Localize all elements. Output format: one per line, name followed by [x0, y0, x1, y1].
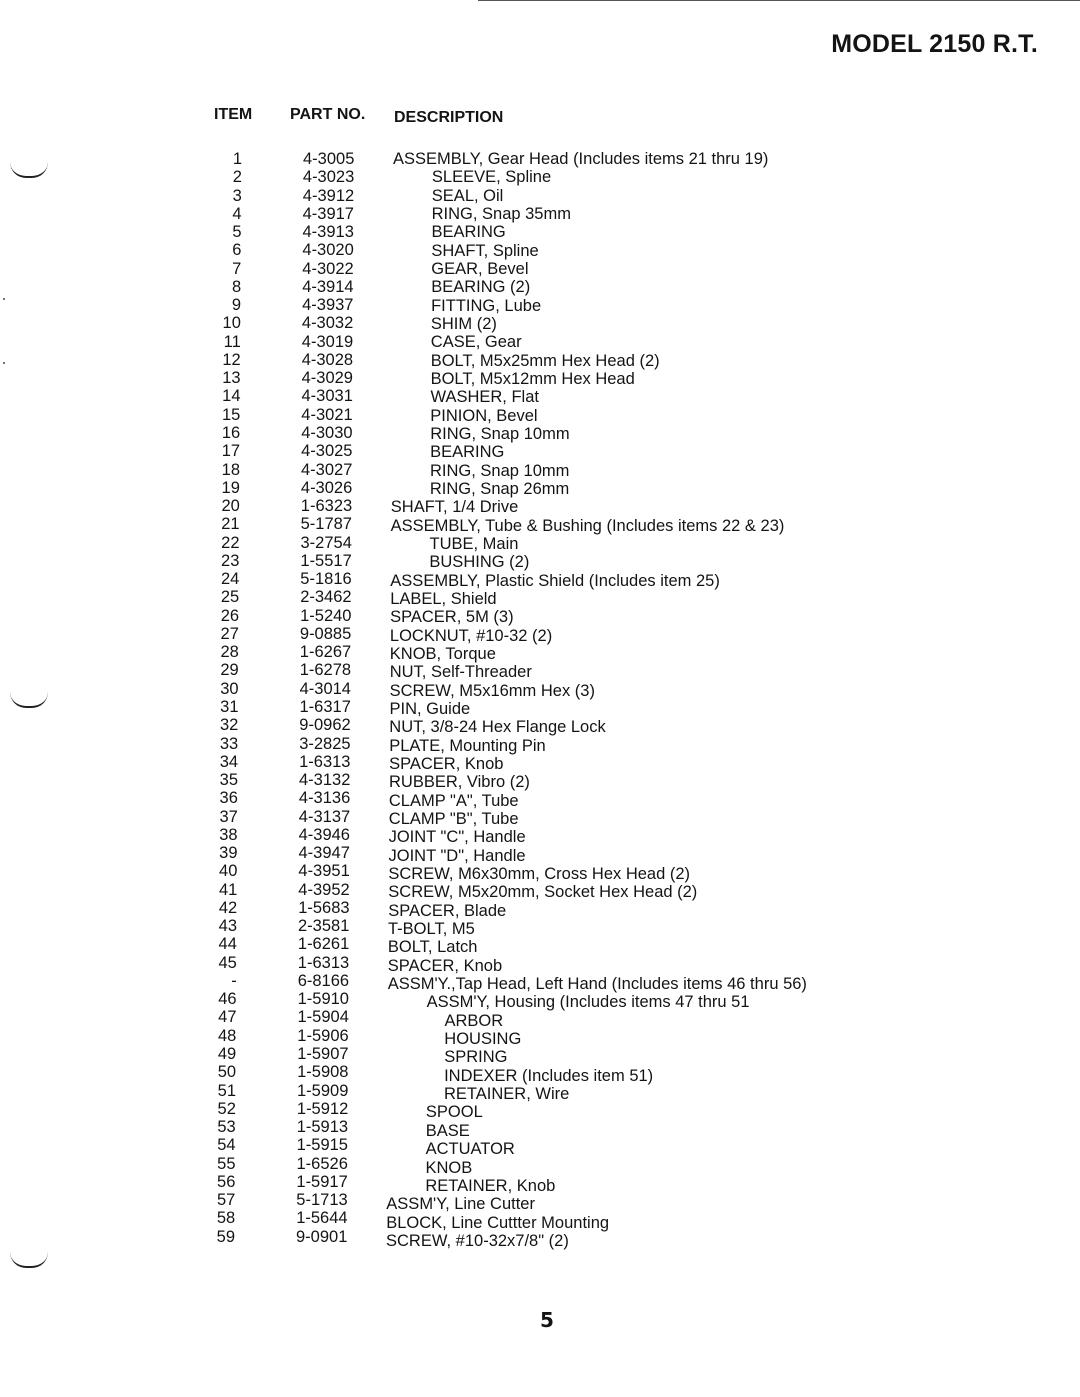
item-number: 41 [218, 880, 238, 899]
part-description: RING, Snap 10mm [430, 425, 570, 444]
part-description: SEAL, Oil [431, 186, 504, 205]
part-description: KNOB, Torque [389, 645, 496, 664]
part-description: NUT, 3/8-24 Hex Flange Lock [389, 718, 606, 737]
item-number: 50 [217, 1063, 237, 1082]
part-description: ASSM'Y, Housing (Includes items 47 thru 51 [426, 993, 750, 1012]
item-number: 24 [220, 570, 240, 589]
part-number: 4-3912 [302, 186, 355, 205]
part-description: INDEXER (Includes item 51) [444, 1066, 654, 1085]
part-number: 4-3005 [303, 150, 355, 168]
item-number: 11 [223, 332, 241, 351]
item-number: 20 [221, 497, 240, 516]
table-row [0, 825, 1080, 847]
part-description: BEARING [431, 223, 506, 242]
item-number: 33 [219, 734, 239, 753]
part-description: SPACER, Blade [388, 901, 507, 920]
item-number: 51 [217, 1081, 236, 1100]
item-number: 13 [222, 369, 241, 388]
part-description: BASE [425, 1121, 470, 1140]
item-number: 40 [219, 862, 238, 881]
item-number: 12 [222, 350, 241, 369]
item-number: 49 [217, 1045, 237, 1064]
part-description: CLAMP "A", Tube [388, 791, 519, 810]
table-row [0, 697, 1080, 719]
page-number: 5 [540, 1308, 554, 1332]
table-row [0, 479, 1080, 497]
part-number: 1-6313 [299, 752, 351, 771]
part-number: 1-5517 [300, 551, 352, 570]
item-number: 26 [220, 606, 240, 625]
item-number: 37 [219, 807, 238, 826]
scan-speck [3, 362, 5, 364]
part-number: 4-3952 [298, 880, 350, 899]
table-row [0, 898, 1080, 920]
table-row [0, 661, 1080, 682]
table-row [0, 990, 1080, 1012]
part-description: RUBBER, Vibro (2) [389, 773, 530, 792]
part-description: RETAINER, Wire [444, 1085, 570, 1104]
table-row [0, 917, 1080, 939]
top-rule [478, 0, 1080, 1]
table-row [0, 150, 1080, 168]
part-number: 4-3029 [301, 369, 353, 388]
part-number: 4-3020 [302, 241, 354, 260]
part-number: 4-3023 [302, 168, 355, 187]
table-row [0, 1063, 1080, 1085]
table-row [0, 935, 1080, 957]
table-row [0, 1081, 1080, 1104]
part-number: 4-3937 [302, 296, 354, 315]
table-row [0, 1227, 1080, 1250]
item-number: 34 [219, 752, 239, 771]
table-row [0, 588, 1080, 609]
part-description: GEAR, Bevel [431, 259, 529, 278]
item-number: 14 [222, 387, 241, 406]
description-column-header: DESCRIPTION [394, 109, 504, 126]
part-number: 1-6267 [299, 643, 352, 662]
part-description: PIN, Guide [389, 700, 471, 719]
table-row [0, 314, 1080, 332]
part-description: BUSHING (2) [429, 553, 530, 572]
part-number: 4-3913 [302, 223, 354, 242]
part-description: BLOCK, Line Cuttter Mounting [386, 1213, 610, 1232]
item-number: 56 [217, 1172, 236, 1191]
item-number: 55 [217, 1154, 236, 1173]
part-description: NUT, Self-Threader [389, 663, 532, 682]
item-number: 46 [218, 990, 237, 1009]
part-number: 4-3019 [301, 332, 354, 351]
part-number: 4-3014 [299, 679, 351, 698]
table-row [0, 1026, 1080, 1049]
item-number: 23 [221, 551, 240, 570]
part-description: PLATE, Mounting Pin [389, 736, 546, 755]
part-number: 4-3032 [301, 314, 354, 333]
part-description: ARBOR [444, 1011, 504, 1030]
part-description: WASHER, Flat [430, 388, 539, 407]
part-number: 1-6317 [299, 697, 351, 716]
table-row [0, 1136, 1080, 1159]
item-number: 19 [221, 478, 240, 497]
item-number: 44 [218, 935, 237, 954]
part-number: 6-8166 [297, 971, 350, 990]
table-row [0, 844, 1080, 865]
item-number: 52 [217, 1099, 236, 1118]
part-number: 4-3028 [301, 350, 354, 369]
table-row [0, 497, 1080, 515]
item-number: 15 [221, 405, 241, 424]
part-description: SPACER, 5M (3) [390, 608, 514, 627]
part-description: RING, Snap 26mm [429, 480, 570, 499]
table-row [0, 971, 1080, 994]
part-number: 9-0885 [299, 624, 352, 643]
table-row [0, 1172, 1080, 1195]
part-description: ASSM'Y, Line Cutter [386, 1195, 535, 1214]
part-number: 4-3031 [301, 387, 353, 406]
item-number: 57 [216, 1191, 236, 1210]
item-number: 45 [218, 953, 237, 972]
part-number: 1-5904 [297, 1008, 349, 1027]
item-number: - [231, 971, 237, 990]
table-row [0, 789, 1080, 810]
model-title: MODEL 2150 R.T. [831, 30, 1038, 58]
item-number: 6 [232, 241, 242, 260]
part-number: 4-3946 [298, 825, 350, 844]
item-number: 10 [222, 314, 241, 333]
scan-speck [3, 298, 5, 300]
table-row [0, 333, 1080, 351]
part-number: 1-5683 [298, 898, 350, 917]
part-number: 4-3136 [298, 789, 351, 808]
table-row [0, 260, 1080, 278]
table-row [0, 205, 1080, 223]
part-number: 3-2754 [300, 533, 352, 552]
part-description: CLAMP "B", Tube [388, 810, 519, 829]
part-description: ACTUATOR [425, 1140, 515, 1159]
item-number: 27 [220, 624, 239, 643]
part-number: 1-6526 [296, 1154, 348, 1173]
item-number: 22 [221, 533, 240, 552]
part-description: RING, Snap 10mm [430, 461, 570, 480]
table-row [0, 570, 1080, 588]
table-row [0, 387, 1080, 405]
part-description: TUBE, Main [429, 535, 519, 554]
part-description: SCREW, M6x30mm, Cross Hex Head (2) [388, 865, 691, 884]
part-number: 1-5908 [297, 1063, 349, 1082]
part-number: 4-3027 [301, 460, 353, 479]
table-row [0, 643, 1080, 664]
part-description: SCREW, #10-32x7/8" (2) [386, 1231, 569, 1250]
part-description: PINION, Bevel [430, 406, 538, 425]
item-number: 42 [218, 898, 238, 917]
part-description: T-BOLT, M5 [388, 920, 475, 939]
part-description: ASSEMBLY, Gear Head (Includes items 21 thru 19) [393, 150, 769, 168]
item-number: 17 [221, 442, 241, 461]
part-number: 1-6323 [300, 497, 353, 516]
table-row [0, 552, 1080, 570]
table-row [0, 461, 1080, 479]
item-number: 18 [221, 460, 240, 479]
table-row [0, 1045, 1080, 1067]
item-number: 48 [217, 1026, 237, 1045]
table-row [0, 296, 1080, 314]
item-number: 7 [232, 259, 242, 278]
item-number: 43 [218, 917, 237, 936]
part-number: 5-1713 [296, 1191, 348, 1210]
table-row [0, 369, 1080, 387]
part-description: SLEEVE, Spline [431, 168, 552, 187]
part-description: HOUSING [444, 1030, 522, 1049]
table-row [0, 1191, 1080, 1214]
table-row [0, 625, 1080, 643]
part-number: 1-5912 [296, 1099, 349, 1118]
part-description: BEARING [430, 443, 505, 462]
part-number: 4-3137 [298, 807, 351, 826]
part-number: 1-6261 [297, 935, 350, 954]
part-description: SHAFT, Spline [431, 241, 539, 260]
item-column-header: ITEM [214, 106, 253, 123]
punch-hole-mark-bottom [10, 1252, 48, 1268]
part-description: ASSEMBLY, Tube & Bushing (Includes items 22 & 23) [390, 516, 785, 535]
item-number: 58 [216, 1209, 236, 1228]
part-description: SHAFT, 1/4 Drive [390, 498, 519, 517]
part-description: SPACER, Knob [389, 755, 504, 774]
table-row [0, 880, 1080, 902]
part-no-column-header: PART NO. [290, 106, 366, 123]
part-number: 1-5917 [296, 1172, 348, 1191]
table-row [0, 515, 1080, 533]
part-description: SCREW, M5x16mm Hex (3) [389, 681, 595, 700]
table-row [0, 168, 1080, 186]
part-number: 1-5915 [296, 1136, 348, 1155]
item-number: 47 [218, 1008, 237, 1027]
table-row [0, 735, 1080, 753]
part-number: 4-3022 [302, 259, 354, 278]
part-number: 4-3947 [298, 844, 350, 863]
part-number: 4-3951 [298, 862, 350, 881]
part-number: 4-3025 [301, 442, 353, 461]
table-row [0, 807, 1080, 829]
part-number: 1-5240 [300, 606, 352, 625]
part-description: BOLT, M5x25mm Hex Head (2) [430, 351, 660, 370]
table-row [0, 424, 1080, 442]
item-number: 21 [221, 515, 240, 534]
item-number: 53 [217, 1118, 236, 1137]
table-row [0, 1154, 1080, 1177]
item-number: 28 [220, 643, 239, 662]
part-number: 1-5909 [297, 1081, 349, 1100]
table-row [0, 953, 1080, 975]
item-number: 25 [220, 588, 240, 607]
item-number: 1 [232, 150, 242, 168]
part-number: 5-1816 [300, 570, 352, 589]
table-row [0, 534, 1080, 552]
part-description: RING, Snap 35mm [431, 204, 571, 223]
table-row [0, 752, 1080, 774]
part-number: 4-3917 [302, 204, 354, 223]
part-number: 2-3462 [300, 588, 352, 607]
part-description: CASE, Gear [430, 333, 522, 352]
item-number: 35 [219, 771, 238, 790]
part-number: 4-3914 [302, 277, 354, 296]
part-description: RETAINER, Knob [425, 1176, 556, 1195]
part-number: 4-3021 [301, 405, 353, 424]
table-row [0, 607, 1080, 625]
table-row [0, 187, 1080, 205]
part-number: 1-5644 [296, 1209, 348, 1228]
table-row [0, 278, 1080, 296]
column-headers [210, 106, 910, 130]
part-number: 1-5907 [297, 1045, 349, 1064]
table-row [0, 1209, 1080, 1232]
parts-list [0, 150, 1080, 1250]
item-number: 2 [232, 168, 242, 187]
item-number: 39 [219, 844, 238, 863]
part-number: 5-1787 [300, 515, 352, 534]
part-number: 1-5913 [296, 1118, 349, 1137]
part-number: 4-3026 [300, 478, 353, 497]
part-description: FITTING, Lube [431, 296, 542, 315]
item-number: 38 [219, 825, 238, 844]
item-number: 3 [232, 186, 242, 205]
part-number: 1-6278 [299, 661, 352, 680]
part-description: JOINT "D", Handle [388, 846, 526, 865]
part-description: ASSM'Y.,Tap Head, Left Hand (Includes items 46 thru 56) [387, 975, 807, 994]
item-number: 36 [219, 789, 238, 808]
item-number: 30 [220, 679, 239, 698]
part-description: BOLT, M5x12mm Hex Head [430, 369, 635, 388]
part-description: SCREW, M5x20mm, Socket Hex Head (2) [388, 883, 698, 902]
table-row [0, 223, 1080, 241]
table-row [0, 862, 1080, 884]
part-number: 9-0901 [296, 1227, 348, 1246]
table-row [0, 1118, 1080, 1140]
table-row [0, 351, 1080, 369]
table-row [0, 442, 1080, 460]
item-number: 32 [219, 716, 239, 735]
part-description: SHIM (2) [430, 314, 497, 333]
part-number: 1-5906 [297, 1026, 349, 1045]
item-number: 29 [220, 661, 239, 680]
item-number: 59 [216, 1227, 235, 1246]
part-number: 4-3132 [299, 771, 351, 790]
part-description: LABEL, Shield [390, 590, 497, 609]
part-number: 4-3030 [301, 423, 353, 442]
part-description: SPOOL [425, 1103, 483, 1122]
part-description: BOLT, Latch [387, 938, 478, 957]
table-row [0, 771, 1080, 792]
part-description: ASSEMBLY, Plastic Shield (Includes item 25) [390, 571, 720, 590]
part-description: SPRING [444, 1048, 508, 1067]
item-number: 31 [220, 697, 239, 716]
table-row [0, 1099, 1080, 1122]
item-number: 8 [232, 277, 242, 296]
part-number: 2-3581 [298, 917, 350, 936]
item-number: 9 [231, 296, 242, 315]
part-description: LOCKNUT, #10-32 (2) [389, 626, 553, 645]
part-description: JOINT "C", Handle [388, 828, 526, 847]
item-number: 4 [232, 204, 242, 223]
table-row [0, 241, 1080, 259]
table-row [0, 716, 1080, 737]
table-row [0, 680, 1080, 698]
part-description: SPACER, Knob [387, 956, 503, 975]
item-number: 54 [217, 1136, 236, 1155]
part-number: 1-6313 [297, 953, 350, 972]
part-number: 1-5910 [297, 990, 349, 1009]
part-number: 3-2825 [299, 734, 351, 753]
table-row [0, 1008, 1080, 1030]
table-row [0, 406, 1080, 424]
part-description: KNOB [425, 1158, 473, 1177]
part-description: BEARING (2) [431, 278, 531, 297]
part-number: 9-0962 [299, 716, 351, 735]
item-number: 5 [232, 223, 242, 242]
item-number: 16 [221, 423, 241, 442]
